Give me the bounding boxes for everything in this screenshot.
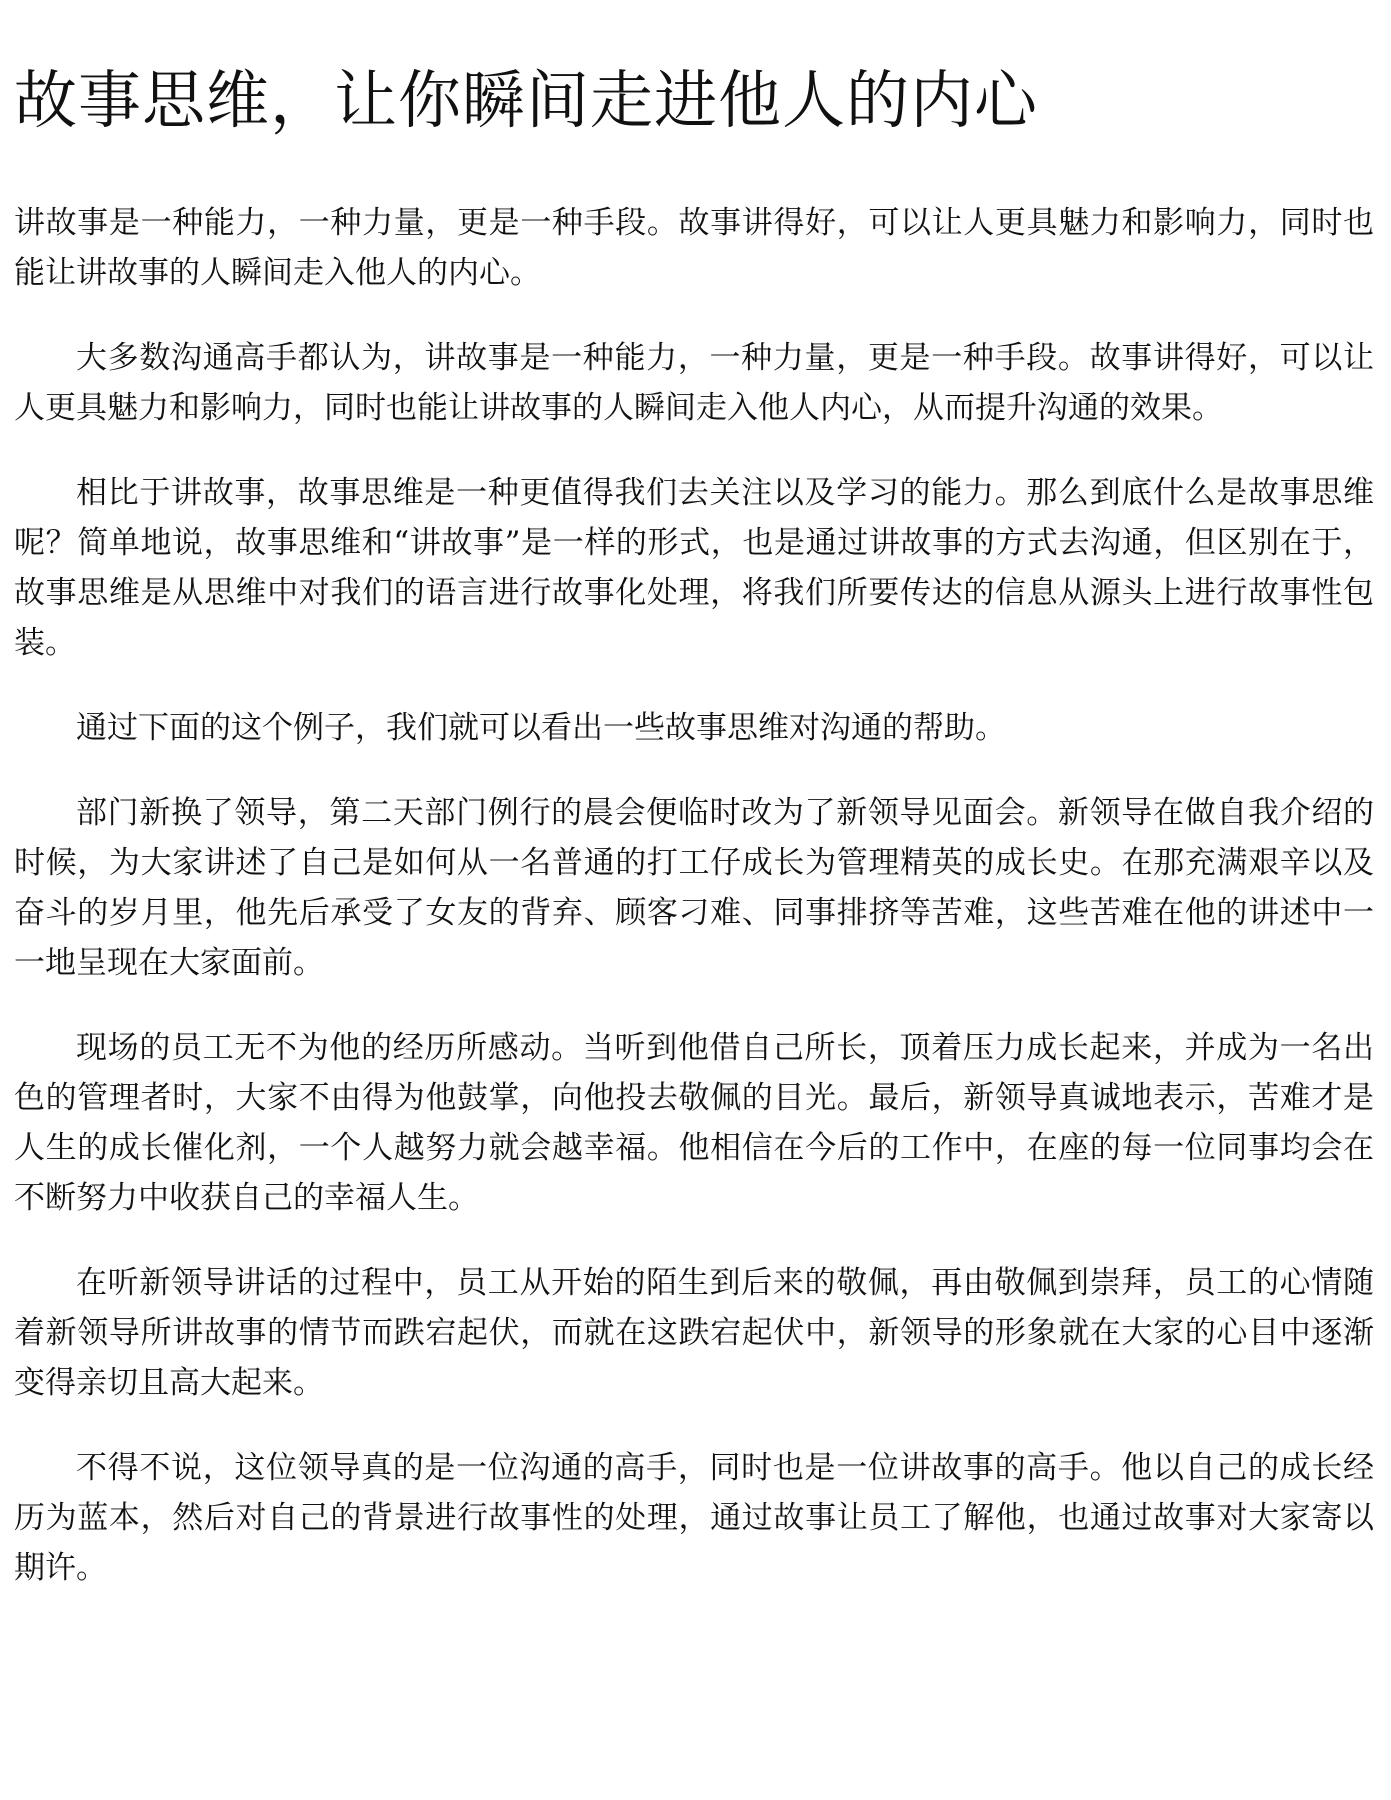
article-body <box>14 198 1374 1593</box>
paragraph: 相比于讲故事，故事思维是一种更值得我们去关注以及学习的能力。那么到底什么是故事思维呢？简单地说，故事思维和“讲故事”是一样的形式，也是通过讲故事的方式去沟通，但区别在于，故事思维是从思维中对我们的语言进行故事化处理，将我们所要传达的信息从源头上进行故事性包装。 <box>14 475 1374 661</box>
paragraph-intro: 讲故事是一种能力，一种力量，更是一种手段。故事讲得好，可以让人更具魅力和影响力，同时也能让讲故事的人瞬间走入他人的内心。 <box>14 205 1374 291</box>
paragraph: 大多数沟通高手都认为，讲故事是一种能力，一种力量，更是一种手段。故事讲得好，可以让人更具魅力和影响力，同时也能让讲故事的人瞬间走入他人内心，从而提升沟通的效果。 <box>14 340 1374 426</box>
paragraph: 在听新领导讲话的过程中，员工从开始的陌生到后来的敬佩，再由敬佩到崇拜，员工的心情随着新领导所讲故事的情节而跌宕起伏，而就在这跌宕起伏中，新领导的形象就在大家的心目中逐渐变得亲切且高大起来。 <box>14 1265 1374 1401</box>
paragraph: 通过下面的这个例子，我们就可以看出一些故事思维对沟通的帮助。 <box>76 710 1006 746</box>
paragraph: 不得不说，这位领导真的是一位沟通的高手，同时也是一位讲故事的高手。他以自己的成长经历为蓝本，然后对自己的背景进行故事性的处理，通过故事让员工了解他，也通过故事对大家寄以期许。 <box>14 1450 1374 1586</box>
paragraph: 现场的员工无不为他的经历所感动。当听到他借自己所长，顶着压力成长起来，并成为一名出色的管理者时，大家不由得为他鼓掌，向他投去敬佩的目光。最后，新领导真诚地表示，苦难才是人生的成长催化剂，一个人越努力就会越幸福。他相信在今后的工作中，在座的每一位同事均会在不断努力中收获自己的幸福人生。 <box>14 1030 1374 1216</box>
paragraph: 部门新换了领导，第二天部门例行的晨会便临时改为了新领导见面会。新领导在做自我介绍的时候，为大家讲述了自己是如何从一名普通的打工仔成长为管理精英的成长史。在那充满艰辛以及奋斗的岁月里，他先后承受了女友的背弃、顾客刁难、同事排挤等苦难，这些苦难在他的讲述中一一地呈现在大家面前。 <box>14 795 1374 981</box>
page-title: 故事思维，让你瞬间走进他人的内心 <box>14 64 1038 137</box>
